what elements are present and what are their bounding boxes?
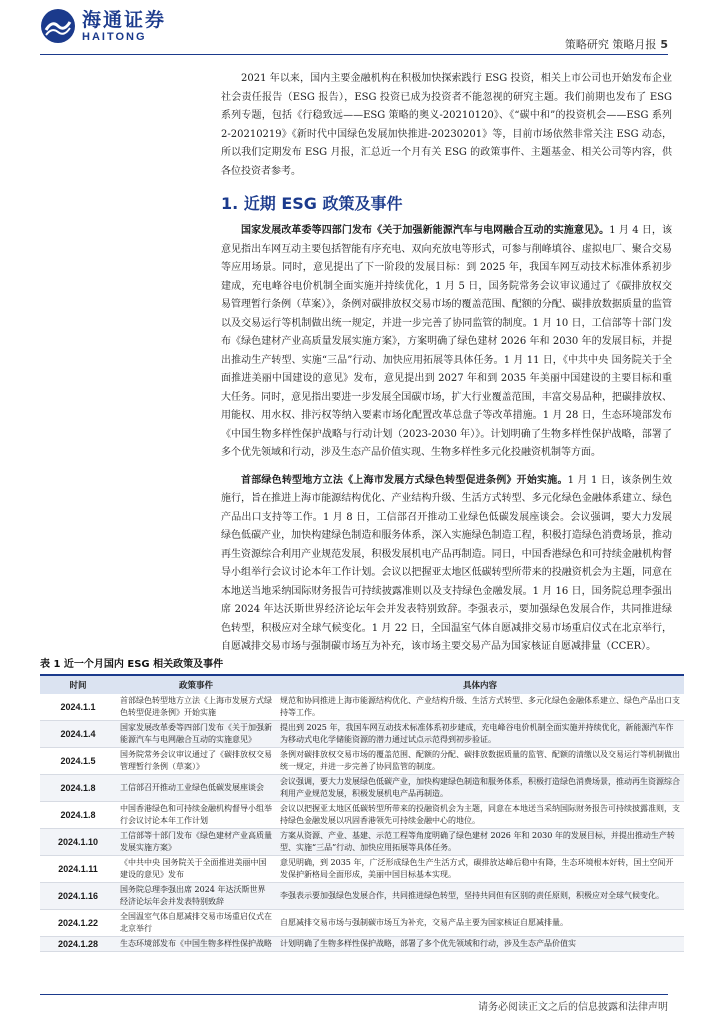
row-detail: 提出到 2025 年，我国车网互动技术标准体系初步建成，充电峰谷电价机制全面实施并持续优化，新能源汽车作为移动式电化学储能资源的潜力通过试点示范得到初步验证。: [276, 721, 684, 748]
row-event: 《中共中央 国务院关于全面推进美丽中国建设的意见》发布: [116, 856, 276, 883]
table-header-row: [40, 676, 684, 694]
row-detail: 会议强调，要大力发展绿色低碳产业，加快构建绿色制造和服务体系，积极打造绿色消费场景，推动再生资源综合利用产业规范发展，积极发展机电产品再制造。: [276, 775, 684, 802]
row-date: 2024.1.28: [40, 937, 116, 952]
row-event: 工信部召开推动工业绿色低碳发展座谈会: [116, 775, 276, 802]
row-date: 2024.1.8: [40, 802, 116, 829]
row-event: 国务院总理李强出席 2024 年达沃斯世界经济论坛年会并发表特别致辞: [116, 883, 276, 910]
table-row: [40, 694, 684, 721]
paragraph-1-text: 1 月 4 日，该意见指出车网互动主要包括智能有序充电、双向充放电等形式，可参与削峰填谷、虚拟电厂、聚合交易等应用场景。同时，意见提出了下一阶段的发展目标：到 2025 年，我国车网互动技术标准体系初步建成，充电峰谷电价机制全面实施并持续优化，1 月 5 日，国务院常务会议审议通过了《碳排放权交易管理暂行条例（草案）》，条例对碳排放权交易市场的覆盖范围、配额的分配、碳排放数据质量的监管以及交易运行等机制做出统一规定，并进一步完善了协同监管的制度。1 月 10 日，工信部等十部门发布《绿色建材产业高质量发展实施方案》，方案明确了绿色建材 2026 年和 2030 年的发展目标，并提出推动生产转型、实施“三品”行动、加快应用拓展等具体任务。1 月 11 日，《中共中央 国务院关于全面推进美丽中国建设的意见》发布，意见提出到 2027 年和到 2035 年美丽中国建设的主要目标和重大任务。同时，意见指出要进一步发展全国碳市场，扩大行业覆盖范围，丰富交易品种，把碳排放权、用能权、用水权、排污权等纳入要素市场化配置改革总盘子等改革措施。1 月 28 日，生态环境部发布《中国生物多样性保护战略与行动计划（2023-2030 年）》。计划明确了生物多样性保护战略，部署了多个优先领域和行动，涉及生态产品价值实现、生物多样性多元化投融资机制等方面。: [221, 225, 673, 458]
policy-table: [40, 676, 684, 952]
policy-paragraph-2: [221, 472, 672, 657]
report-body: [221, 70, 672, 657]
table-row: [40, 802, 684, 829]
row-detail: 计划明确了生物多样性保护战略，部署了多个优先领域和行动，涉及生态产品价值实: [276, 937, 684, 952]
row-detail: 规范和协同推进上海市能源结构优化、产业结构升级、生活方式转型、多元化绿色金融体系建立、绿色产品出口支持等工作。: [276, 694, 684, 721]
logo-chinese-name: 海通证券: [82, 9, 167, 31]
intro-paragraph: 2021 年以来，国内主要金融机构在积极加快探索践行 ESG 投资，相关上市公司也开始发布企业社会责任报告（ESG 报告），ESG 投资已成为投资者不能忽视的研究主题。我们前期也发布了 ESG 系列专题，包括《行稳致远——ESG 策略的奥义-20210120》、《“碳中和”的投资机会——ESG 系列 2-20210219》《新时代中国绿色发展加快推进-20230201》等，目前市场依然非常关注 ESG 动态，所以我们定期发布 ESG 月报，汇总近一个月有关 ESG 的政策事件、主题基金、相关公司等内容，供各位投资者参考。: [221, 73, 672, 177]
header-divider: [40, 54, 668, 55]
haitong-logo: [40, 8, 166, 44]
row-event: 中国香港绿色和可持续金融机构督导小组举行会议讨论本年工作计划: [116, 802, 276, 829]
section-name: 策略研究 策略月报: [564, 38, 657, 51]
logo-english-name: HAITONG: [82, 31, 147, 43]
policy-paragraph-1: [221, 222, 672, 463]
row-date: 2024.1.4: [40, 721, 116, 748]
table-row: [40, 937, 684, 952]
row-event: 全国温室气体自愿减排交易市场重启仪式在北京举行: [116, 910, 276, 937]
row-date: 2024.1.11: [40, 856, 116, 883]
table-row: [40, 856, 684, 883]
paragraph-1-lead: 国家发展改革委等四部门发布《关于加强新能源汽车与电网融合互动的实施意见》。: [241, 225, 610, 236]
row-date: 2024.1.1: [40, 694, 116, 721]
header-date: 时间: [40, 676, 116, 694]
table-row: [40, 721, 684, 748]
row-event: 工信部等十部门发布《绿色建材产业高质量发展实施方案》: [116, 829, 276, 856]
header-detail: 具体内容: [276, 676, 684, 694]
footer-divider: [40, 994, 668, 995]
table-row: [40, 748, 684, 775]
table-row: [40, 829, 684, 856]
row-detail: 会议以把握亚太地区低碳转型所带来的投融资机会为主题，同意在本地送当采纳国际财务报告可持续披露准则，支持绿色金融发展以巩固香港领先可持续金融中心的地位。: [276, 802, 684, 829]
row-date: 2024.1.5: [40, 748, 116, 775]
table-row: [40, 883, 684, 910]
paragraph-2-text: 1 月 1 日，该条例生效施行，旨在推进上海市能源结构优化、产业结构升级、生活方式转型、多元化绿色金融体系建立、绿色产品出口支持等工作。1 月 8 日，工信部召开推动工业绿色低碳发展座谈会。会议强调，要大力发展绿色低碳产业，加快构建绿色制造和服务体系，深入实施绿色制造工程，积极打造绿色消费场景，推动再生资源综合利用产业规范发展，积极发展机电产品再制造。同日，中国香港绿色和可持续金融机构督导小组举行会议讨论本年工作计划。会议以把握亚太地区低碳转型所带来的投融资机会为主题，同意在本地送当地采纳国际财务报告可持续披露准则以及支持绿色金融发展。1 月 16 日，国务院总理李强出席 2024 年达沃斯世界经济论坛年会并发表特别致辞。李强表示，要加强绿色发展合作，共同推进绿色转型，积极应对全球气候变化。1 月 22 日，全国温室气体自愿减排交易市场重启仪式在北京举行，自愿减排交易市场与强制碳市场互为补充，该市场主要交易产品为国家核证自愿减排量（CCER）。: [221, 474, 672, 652]
page-number: 5: [660, 38, 668, 51]
esg-policy-table: [40, 655, 684, 952]
row-detail: 李强表示要加强绿色发展合作，共同推进绿色转型，坚持共同但有区别的责任原则，积极应对全球气候变化。: [276, 883, 684, 910]
row-date: 2024.1.10: [40, 829, 116, 856]
row-detail: 方案从资源、产业、基建、示范工程等角度明确了绿色建材 2026 年和 2030 年的发展目标，并提出推动生产转型、实施“三品”行动、加快应用拓展等具体任务。: [276, 829, 684, 856]
row-date: 2024.1.22: [40, 910, 116, 937]
row-detail: 自愿减排交易市场与强制碳市场互为补充，交易产品主要为国家核证自愿减排量。: [276, 910, 684, 937]
row-event: 国务院常务会议审议通过了《碳排放权交易管理暂行条例（草案）》: [116, 748, 276, 775]
row-event: 生态环境部发布《中国生物多样性保护战略: [116, 937, 276, 952]
header-section-label: [565, 36, 668, 52]
table-row: [40, 775, 684, 802]
row-event: 国家发展改革委等四部门发布《关于加强新能源汽车与电网融合互动的实施意见》: [116, 721, 276, 748]
table-caption: 表 1 近一个月国内 ESG 相关政策及事件: [40, 655, 684, 676]
row-event: 首部绿色转型地方立法《上海市发展方式绿色转型促进条例》开始实施: [116, 694, 276, 721]
header-event: 政策事件: [116, 676, 276, 694]
row-date: 2024.1.8: [40, 775, 116, 802]
row-detail: 意见明确，到 2035 年，广泛形成绿色生产生活方式，碳排放达峰后稳中有降，生态环境根本好转，国土空间开发保护新格局全面形成，美丽中国目标基本实现。: [276, 856, 684, 883]
footer-disclaimer: 请务必阅读正文之后的信息披露和法律声明: [478, 1002, 668, 1013]
section-title: 1. 近期 ESG 政策及事件: [221, 194, 403, 213]
row-date: 2024.1.16: [40, 883, 116, 910]
paragraph-2-lead: 首部绿色转型地方立法《上海市发展方式绿色转型促进条例》开始实施。: [241, 474, 568, 486]
table-row: [40, 910, 684, 937]
row-detail: 条例对碳排放权交易市场的覆盖范围、配额的分配、碳排放数据质量的监管、配额的清缴以及交易运行等机制做出统一规定，并进一步完善了协同监管的制度。: [276, 748, 684, 775]
page-header: [0, 0, 724, 56]
haitong-logo-icon: [40, 8, 76, 44]
